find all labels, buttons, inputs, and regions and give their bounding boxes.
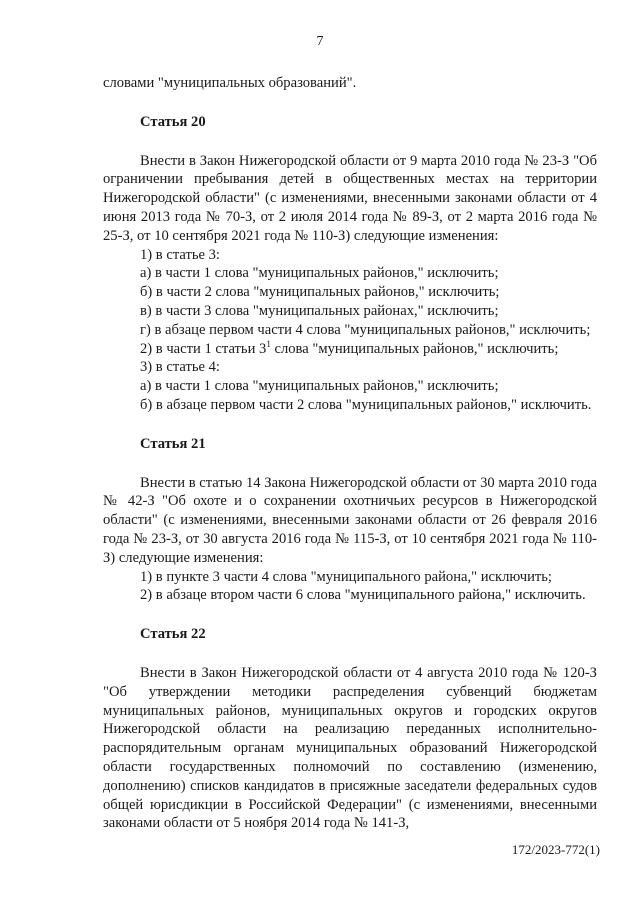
article-20-item: б) в абзаце первом части 2 слова "муниципальных районов," исключить. <box>140 396 592 413</box>
page-number: 7 <box>316 34 324 49</box>
article-20-item: в) в части 3 слова "муниципальных районах," исключить; <box>140 302 499 319</box>
article-20-item-text: слова "муниципальных районов," исключить; <box>270 340 559 357</box>
document-body <box>103 74 597 833</box>
article-20-item <box>103 340 597 359</box>
article-21-item: 1) в пункте 3 части 4 слова "муниципального района," исключить; <box>140 568 552 585</box>
document-code: 172/2023-772(1) <box>511 842 600 857</box>
article-21-item: 2) в абзаце втором части 6 слова "муниципального района," исключить. <box>140 587 586 604</box>
article-21-heading: Статья 21 <box>140 435 206 452</box>
article-20-item: а) в части 1 слова "муниципальных районов," исключить; <box>140 378 499 395</box>
article-21-intro: Внести в статью 14 Закона Нижегородской области от 30 марта 2010 года № 42-З "Об охоте и о сохранении охотничьих ресурсов в Нижегородской области" (с изменениями, внесенными законами области от 26 февраля 2016 года № 23-З, от 30 августа 2016 года № 115-З, от 10 сентября 2021 года № 110-З) следующие изменения: <box>103 474 597 566</box>
article-20-item-text: 2) в части 1 статьи 3 <box>140 340 267 357</box>
article-20-item: 1) в статье 3: <box>140 246 220 263</box>
article-20-heading: Статья 20 <box>140 113 206 130</box>
superscript: 1 <box>266 338 271 349</box>
article-22-heading: Статья 22 <box>140 626 206 643</box>
article-20-item: а) в части 1 слова "муниципальных районов," исключить; <box>140 265 499 282</box>
article-20-item: б) в части 2 слова "муниципальных районов," исключить; <box>140 284 500 301</box>
article-22-intro: Внести в Закон Нижегородской области от 4 августа 2010 года № 120-З "Об утверждении методики распределения субвенций бюджетам муниципальных районов, муниципальных округов и городских округов Нижегородской области на реализацию переданных исполнительно-распорядительным органам муниципальных образований Нижегородской области государственных полномочий по составлению (изменению, дополнению) списков кандидатов в присяжные заседатели федеральных судов общей юрисдикции в Российской Федерации" (с изменениями, внесенными законами области от 5 ноября 2014 года № 141-З, <box>103 664 597 832</box>
article-20-intro: Внести в Закон Нижегородской области от 9 марта 2010 года № 23-З "Об ограничении пребывания детей в общественных местах на территории Нижегородской области" (с изменениями, внесенными законами области от 4 июня 2013 года № 70-З, от 2 июля 2014 года № 89-З, от 2 марта 2016 года № 25-З, от 10 сентября 2021 года № 110-З) следующие изменения: <box>103 152 597 244</box>
article-20-item: г) в абзаце первом части 4 слова "муниципальных районов," исключить; <box>140 321 591 338</box>
lead-paragraph: словами "муниципальных образований". <box>103 75 357 91</box>
article-20-item: 3) в статье 4: <box>140 359 220 376</box>
